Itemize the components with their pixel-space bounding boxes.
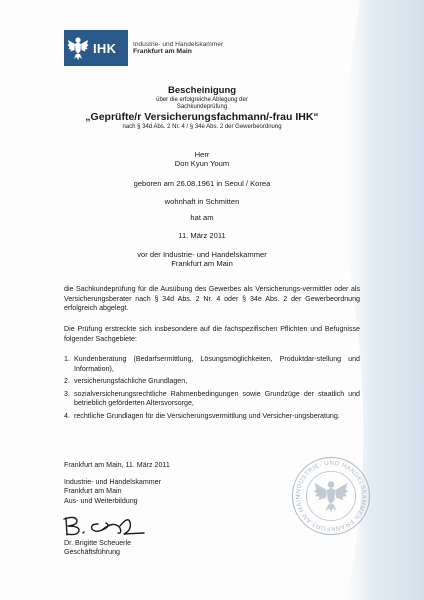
signer bbox=[64, 539, 131, 558]
signer-name: Dr. Brigitte Scheuerle bbox=[64, 539, 132, 547]
list-item-number: 3. bbox=[64, 389, 70, 398]
holder-name: Don Kyun Youm bbox=[174, 159, 230, 168]
eagle-seal-icon bbox=[290, 455, 372, 537]
chamber-name bbox=[133, 30, 223, 66]
chamber-line2: Frankfurt am Main bbox=[133, 48, 192, 55]
list-item-text: Kundenberatung (Bedarfsermittlung, Lösungsmöglichkeiten, Produktdar-stellung und Information), bbox=[74, 355, 360, 373]
subject-list bbox=[64, 355, 360, 425]
list-item-text: sozialversicherungsrechtliche Rahmenbedingungen sowie Grundzüge der staatlich und betrieblich geförderten Altersvorsorge, bbox=[74, 389, 360, 408]
issuing-org bbox=[64, 478, 161, 506]
list-item-number: 2. bbox=[64, 377, 70, 386]
birth-info: geboren am 26.08.1961 in Seoul / Korea bbox=[133, 179, 271, 188]
org-line2: Frankfurt am Main bbox=[64, 487, 122, 496]
org-line3: Aus- und Weiterbildung bbox=[64, 496, 138, 505]
exam-statement: die Sachkundeprüfung für die Ausübung des Gewerbes als Versicherungs-vermittler oder als Versicherungsberater nach § 34d Abs. 2 Nr. 4 oder § 34e Abs. 2 der Gewerbeordnung erfolgreich abgelegt. bbox=[64, 285, 360, 313]
list-item bbox=[64, 355, 360, 374]
certificate-subtitle-1: über die erfolgreiche Ablegung der bbox=[156, 97, 248, 103]
header bbox=[64, 30, 223, 66]
before-chamber-2: Frankfurt am Main bbox=[171, 259, 233, 268]
has-on-label: hat am bbox=[190, 213, 214, 222]
residence-info: wohnhaft in Schmitten bbox=[164, 197, 240, 206]
certificate-title: Bescheinigung bbox=[167, 85, 237, 96]
seal-text: INDUSTRIE- UND HANDELSKAMMER FRANKFURT AM MAIN bbox=[294, 459, 368, 533]
salutation: Herr bbox=[194, 150, 210, 159]
exam-date: 11. März 2011 bbox=[178, 231, 226, 240]
eagle-icon bbox=[67, 35, 89, 61]
certificate-subtitle-2: Sachkundeprüfung bbox=[176, 104, 228, 110]
handwritten-signature bbox=[62, 514, 152, 538]
list-item-number: 4. bbox=[64, 411, 70, 420]
place-date: Frankfurt am Main, 11. März 2011 bbox=[64, 461, 170, 469]
signer-role: Geschäftsführung bbox=[64, 548, 120, 557]
chamber-line1: Industrie- und Handelskammer bbox=[133, 41, 224, 48]
list-item bbox=[64, 412, 360, 422]
list-item-text: rechtliche Grundlagen für die Versicherungsvermittlung und Versicher-ungsberatung. bbox=[74, 411, 340, 420]
ihk-logo bbox=[64, 30, 128, 66]
qualification-title: „Geprüfte/r Versicherungsfachmann/-frau IHK“ bbox=[85, 111, 319, 123]
list-item bbox=[64, 377, 360, 387]
logo-text: IHK bbox=[93, 40, 117, 56]
list-item bbox=[64, 390, 360, 409]
before-chamber-1: vor der Industrie- und Handelskammer bbox=[137, 250, 267, 259]
legal-basis: nach § 34d Abs. 2 Nr. 4 / § 34e Abs. 2 der Gewerbeordnung bbox=[122, 124, 282, 130]
org-line1: Industrie- und Handelskammer bbox=[64, 478, 161, 486]
scope-intro: Die Prüfung erstreckte sich insbesondere auf die fachspezifischen Pflichten und Befugnisse folgender Sachgebiete: bbox=[64, 325, 360, 343]
list-item-number: 1. bbox=[64, 355, 70, 363]
list-item-text: versicherungsfachliche Grundlagen, bbox=[74, 377, 188, 386]
